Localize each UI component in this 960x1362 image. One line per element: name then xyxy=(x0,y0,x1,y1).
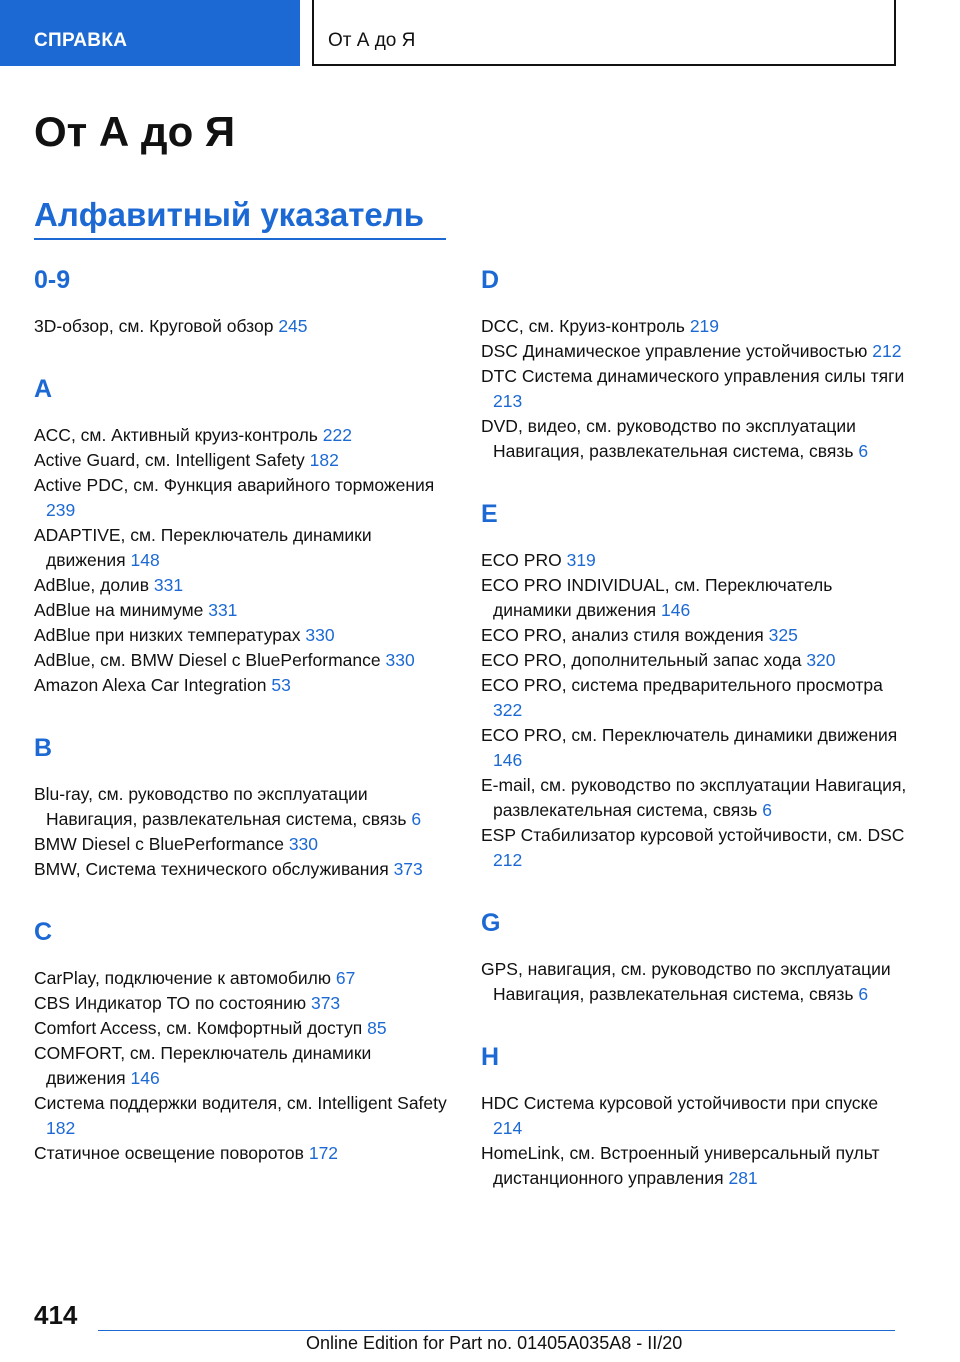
index-entry-list xyxy=(481,1091,911,1191)
index-entry-text: AdBlue при низких температурах xyxy=(34,625,301,645)
page-reference-link[interactable]: 330 xyxy=(305,625,335,645)
page-title: От А до Я xyxy=(34,108,236,155)
page-reference-link[interactable]: 146 xyxy=(661,600,691,620)
index-entry-text: ACC, см. Активный круиз-контроль xyxy=(34,425,318,445)
index-letter-heading: D xyxy=(481,266,500,294)
index-entry xyxy=(481,823,911,873)
index-letter-heading: 0-9 xyxy=(34,266,71,294)
index-entry xyxy=(34,573,454,598)
page-reference-link[interactable]: 148 xyxy=(130,550,160,570)
index-entry xyxy=(34,448,454,473)
index-entry-text: DCC, см. Круиз-контроль xyxy=(481,316,685,336)
index-entry-list xyxy=(34,966,454,1166)
index-column-right xyxy=(481,258,911,1219)
index-entry xyxy=(481,314,911,339)
index-entry-text: DSC Динамическое управление устойчивостью xyxy=(481,341,868,361)
page-reference-link[interactable]: 245 xyxy=(278,316,308,336)
footer-divider xyxy=(98,1330,895,1331)
page-reference-link[interactable]: 6 xyxy=(762,800,772,820)
index-entry xyxy=(34,598,454,623)
page-reference-link[interactable]: 322 xyxy=(493,700,523,720)
index-entry xyxy=(34,523,454,573)
page-reference-link[interactable]: 182 xyxy=(46,1118,76,1138)
index-entry xyxy=(34,1091,454,1141)
index-entry-text: Comfort Access, см. Комфортный доступ xyxy=(34,1018,363,1038)
index-letter-heading: A xyxy=(34,375,53,403)
index-entry-text: Active PDC, см. Функция аварийного торможения xyxy=(34,475,435,495)
index-letter-heading: H xyxy=(481,1043,500,1071)
index-entry-list xyxy=(481,314,911,464)
index-entry-text: DTC Система динамического управления силы тяги xyxy=(481,366,905,386)
index-entry xyxy=(34,1016,454,1041)
index-entry xyxy=(481,623,911,648)
index-letter-heading: C xyxy=(34,918,53,946)
page-reference-link[interactable]: 85 xyxy=(367,1018,387,1038)
index-entry-text: ECO PRO, система предварительного просмотра xyxy=(481,675,883,695)
index-entry-text: Active Guard, см. Intelligent Safety xyxy=(34,450,305,470)
index-entry-text: CarPlay, подключение к автомобилю xyxy=(34,968,332,988)
index-letter-heading: B xyxy=(34,734,53,762)
index-entry xyxy=(34,1041,454,1091)
index-entry-text: 3D-обзор, см. Круговой обзор xyxy=(34,316,274,336)
page-reference-link[interactable]: 214 xyxy=(493,1118,523,1138)
index-entry-text: ECO PRO, дополнительный запас хода xyxy=(481,650,802,670)
index-entry xyxy=(481,1091,911,1141)
index-entry-text: COMFORT, см. Переключатель динамики движения xyxy=(34,1043,372,1088)
index-entry xyxy=(34,966,454,991)
index-entry xyxy=(481,957,911,1007)
index-entry xyxy=(481,773,911,823)
index-entry-list xyxy=(34,314,454,339)
index-entry xyxy=(34,314,454,339)
edition-footer: Online Edition for Part no. 01405A035A8 - II/20 xyxy=(306,1333,683,1353)
index-entry xyxy=(481,673,911,723)
index-entry-list xyxy=(34,782,454,882)
index-entry xyxy=(34,857,454,882)
page-reference-link[interactable]: 331 xyxy=(153,575,184,595)
page-reference-link[interactable]: 222 xyxy=(322,425,352,445)
page-reference-link[interactable]: 6 xyxy=(411,809,422,829)
index-entry-list xyxy=(34,423,454,698)
section-tab: СПРАВКА xyxy=(0,0,300,66)
index-entry-text: ECO PRO xyxy=(481,550,562,570)
page-reference-link[interactable]: 212 xyxy=(872,341,902,361)
index-entry-text: ESP Стабилизатор курсовой устойчивости, см. DSC xyxy=(481,825,905,845)
index-column-left xyxy=(34,258,454,1194)
index-entry-text: AdBlue, см. BMW Diesel с BluePerformance xyxy=(34,650,381,670)
page-reference-link[interactable]: 172 xyxy=(308,1143,339,1163)
index-entry xyxy=(34,473,454,523)
index-entry-text: CBS Индикатор ТО по состоянию xyxy=(34,993,307,1013)
page-reference-link[interactable]: 219 xyxy=(689,316,720,336)
index-entry-text: ECO PRO, см. Переключатель динамики движения xyxy=(481,725,898,745)
index-entry xyxy=(34,782,454,832)
index-entry-text: Система поддержки водителя, см. Intelligent Safety xyxy=(34,1093,447,1113)
index-entry-text: Amazon Alexa Car Integration xyxy=(34,675,267,695)
index-entry xyxy=(34,623,454,648)
page-reference-link[interactable]: 281 xyxy=(728,1168,758,1188)
page-reference-link[interactable]: 212 xyxy=(493,850,523,870)
index-entry-text: BMW Diesel с BluePerformance xyxy=(34,834,284,854)
page-reference-link[interactable]: 213 xyxy=(493,391,523,411)
index-letter-heading: G xyxy=(481,909,501,937)
page-header xyxy=(0,0,960,66)
index-entry xyxy=(34,1141,454,1166)
page-reference-link[interactable]: 239 xyxy=(46,500,76,520)
page-reference-link[interactable]: 331 xyxy=(208,600,238,620)
index-entry-text: ECO PRO INDIVIDUAL, см. Переключатель динамики движения xyxy=(481,575,833,620)
page-reference-link[interactable]: 146 xyxy=(130,1068,160,1088)
index-entry-text: AdBlue, долив xyxy=(34,575,149,595)
index-entry xyxy=(481,339,911,364)
page-reference-link[interactable]: 6 xyxy=(858,441,869,461)
index-entry xyxy=(34,832,454,857)
index-entry xyxy=(481,723,911,773)
page-reference-link[interactable]: 325 xyxy=(768,625,798,645)
index-entry-text: ECO PRO, анализ стиля вождения xyxy=(481,625,764,645)
index-entry-text: DVD, видео, см. руководство по эксплуатации Навигация, развлекательная система, связь xyxy=(481,416,856,461)
page-reference-link[interactable]: 330 xyxy=(288,834,319,854)
page-reference-link[interactable]: 330 xyxy=(385,650,415,670)
subtitle-divider xyxy=(34,238,446,240)
index-entry-list xyxy=(481,957,911,1007)
index-entry-list xyxy=(481,548,911,873)
page-reference-link[interactable]: 67 xyxy=(335,968,356,988)
index-entry-text: Статичное освещение поворотов xyxy=(34,1143,304,1163)
index-entry xyxy=(481,414,911,464)
index-entry-text: GPS, навигация, см. руководство по эксплуатации Навигация, развлекательная система, связь xyxy=(481,959,891,1004)
index-entry xyxy=(481,548,911,573)
index-entry-text: HomeLink, см. Встроенный универсальный пульт дистанционного управления xyxy=(481,1143,880,1188)
page-reference-link[interactable]: 182 xyxy=(309,450,339,470)
page-number: 414 xyxy=(34,1300,78,1330)
index-entry-text: AdBlue на минимуме xyxy=(34,600,204,620)
index-entry xyxy=(481,364,911,414)
index-entry xyxy=(481,573,911,623)
page-reference-link[interactable]: 6 xyxy=(858,984,869,1004)
index-entry-text: ADAPTIVE, см. Переключатель динамики движения xyxy=(34,525,372,570)
page-reference-link[interactable]: 319 xyxy=(566,550,596,570)
page-reference-link[interactable]: 373 xyxy=(310,993,341,1013)
index-letter-heading: E xyxy=(481,500,498,528)
index-entry xyxy=(481,648,911,673)
page-reference-link[interactable]: 373 xyxy=(393,859,423,879)
index-entry xyxy=(34,991,454,1016)
page-reference-link[interactable]: 320 xyxy=(806,650,836,670)
index-entry xyxy=(34,673,454,698)
index-entry-text: BMW, Система технического обслуживания xyxy=(34,859,389,879)
page-reference-link[interactable]: 146 xyxy=(493,750,523,770)
topic-tab: От А до Я xyxy=(312,0,896,66)
index-entry-text: E-mail, см. руководство по эксплуатации Навигация, развлекательная система, связь xyxy=(481,775,907,820)
index-entry-text: Blu-ray, см. руководство по эксплуатации Навигация, развлекательная система, связь xyxy=(34,784,407,829)
index-subtitle: Алфавитный указатель xyxy=(34,196,425,233)
page-reference-link[interactable]: 53 xyxy=(271,675,291,695)
index-entry-text: HDC Система курсовой устойчивости при спуске xyxy=(481,1093,879,1113)
index-entry xyxy=(481,1141,911,1191)
index-entry xyxy=(34,648,454,673)
index-entry xyxy=(34,423,454,448)
